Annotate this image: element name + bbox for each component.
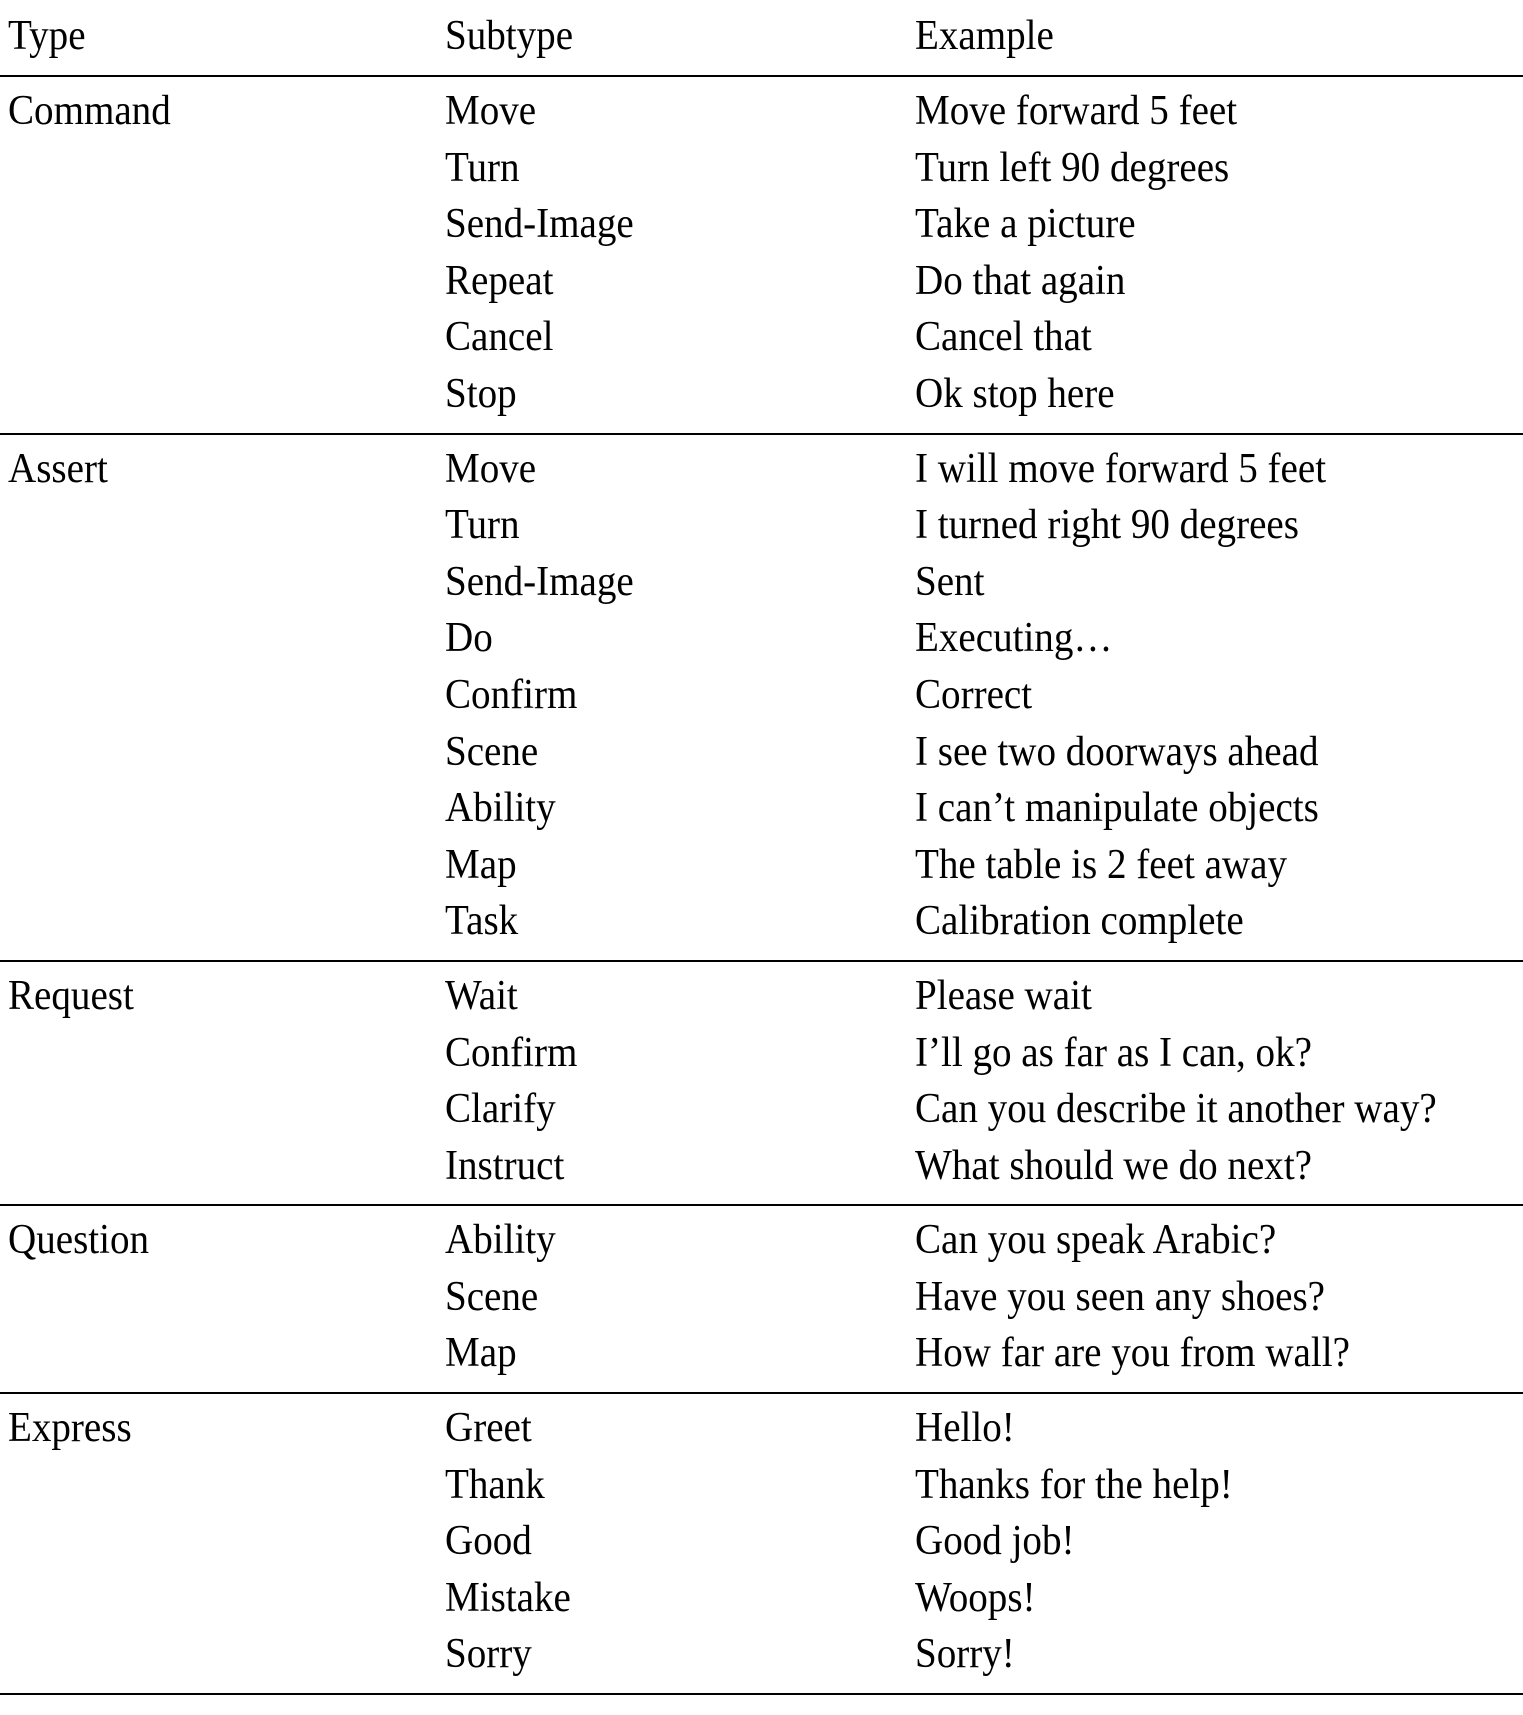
table-row [0, 893, 1523, 950]
subtype-cell: Map [445, 1330, 517, 1377]
subtype-cell: Stop [445, 370, 517, 417]
subtype-cell: Move [445, 445, 537, 492]
table-body [0, 77, 1523, 1695]
subtype-cell: Cancel [445, 314, 554, 361]
table-row [0, 1269, 1523, 1326]
table-row [0, 253, 1523, 310]
table-row [0, 1570, 1523, 1627]
subtype-cell: Ability [445, 785, 556, 832]
table-row [0, 724, 1523, 781]
subtype-cell: Map [445, 841, 517, 888]
table-row [0, 140, 1523, 197]
example-cell: Can you describe it another way? [915, 1086, 1437, 1133]
example-cell: I’ll go as far as I can, ok? [915, 1029, 1312, 1076]
subtype-cell: Scene [445, 1273, 539, 1320]
subtype-cell: Send-Image [445, 201, 634, 248]
subtype-cell: Wait [445, 972, 518, 1019]
table-row [0, 1325, 1523, 1382]
section-request [0, 962, 1523, 1204]
subtype-cell: Turn [445, 144, 520, 191]
section-rule [0, 1693, 1523, 1695]
example-cell: What should we do next? [915, 1142, 1313, 1189]
example-cell: I see two doorways ahead [915, 728, 1319, 775]
example-cell: I turned right 90 degrees [915, 502, 1299, 549]
example-cell: Good job! [915, 1518, 1075, 1565]
table-row [0, 196, 1523, 253]
subtype-cell: Send-Image [445, 558, 634, 605]
table-row [0, 1626, 1523, 1683]
example-cell: Have you seen any shoes? [915, 1273, 1325, 1320]
table-row [0, 1513, 1523, 1570]
subtype-cell: Scene [445, 728, 539, 775]
subtype-cell: Do [445, 615, 493, 662]
section-question [0, 1206, 1523, 1392]
example-cell: Calibration complete [915, 898, 1244, 945]
example-cell: Hello! [915, 1405, 1015, 1452]
table-row [0, 441, 1523, 498]
example-cell: Sorry! [915, 1631, 1015, 1678]
example-cell: Sent [915, 558, 985, 605]
example-cell: Woops! [915, 1574, 1036, 1621]
table-row [0, 1025, 1523, 1082]
example-cell: Executing… [915, 615, 1113, 662]
subtype-cell: Greet [445, 1405, 532, 1452]
example-cell: I will move forward 5 feet [915, 445, 1327, 492]
subtype-cell: Confirm [445, 1029, 578, 1076]
subtype-cell: Turn [445, 502, 520, 549]
table-row [0, 1138, 1523, 1195]
subtype-cell: Task [445, 898, 519, 945]
section-command [0, 77, 1523, 433]
example-cell: Thanks for the help! [915, 1461, 1233, 1508]
example-cell: Correct [915, 671, 1033, 718]
header-subtype: Subtype [445, 13, 574, 59]
type-cell: Command [8, 88, 171, 134]
table-header-row [0, 0, 1523, 75]
type-cell: Question [8, 1217, 150, 1264]
table-row [0, 610, 1523, 667]
example-cell: Do that again [915, 257, 1126, 304]
example-cell: Move forward 5 feet [915, 88, 1238, 134]
table-row [0, 366, 1523, 423]
example-cell: Ok stop here [915, 370, 1115, 417]
table-row [0, 554, 1523, 611]
subtype-cell: Thank [445, 1461, 545, 1508]
type-cell: Express [8, 1405, 132, 1452]
subtype-cell: Good [445, 1518, 532, 1565]
example-cell: Please wait [915, 972, 1092, 1019]
subtype-cell: Clarify [445, 1086, 556, 1133]
table-row [0, 1457, 1523, 1514]
example-cell: How far are you from wall? [915, 1330, 1350, 1377]
example-cell: Can you speak Arabic? [915, 1217, 1277, 1264]
section-express [0, 1394, 1523, 1693]
header-example: Example [915, 13, 1054, 59]
subtype-cell: Repeat [445, 257, 554, 304]
example-cell: The table is 2 feet away [915, 841, 1287, 888]
subtype-cell: Mistake [445, 1574, 571, 1621]
type-cell: Assert [8, 445, 108, 492]
type-cell: Request [8, 972, 134, 1019]
subtype-cell: Sorry [445, 1631, 532, 1678]
example-cell: Cancel that [915, 314, 1092, 361]
example-cell: I can’t manipulate objects [915, 785, 1319, 832]
table-row [0, 83, 1523, 140]
table-row [0, 309, 1523, 366]
example-cell: Turn left 90 degrees [915, 144, 1230, 191]
section-assert [0, 435, 1523, 960]
table-row [0, 837, 1523, 894]
table-row [0, 1081, 1523, 1138]
subtype-cell: Move [445, 88, 537, 134]
subtype-cell: Ability [445, 1217, 556, 1264]
subtype-cell: Confirm [445, 671, 578, 718]
header-type: Type [8, 13, 86, 59]
table-row [0, 667, 1523, 724]
table-row [0, 780, 1523, 837]
subtype-cell: Instruct [445, 1142, 565, 1189]
example-cell: Take a picture [915, 201, 1136, 248]
table-row [0, 1212, 1523, 1269]
table-row [0, 497, 1523, 554]
table-row [0, 968, 1523, 1025]
table-row [0, 1400, 1523, 1457]
